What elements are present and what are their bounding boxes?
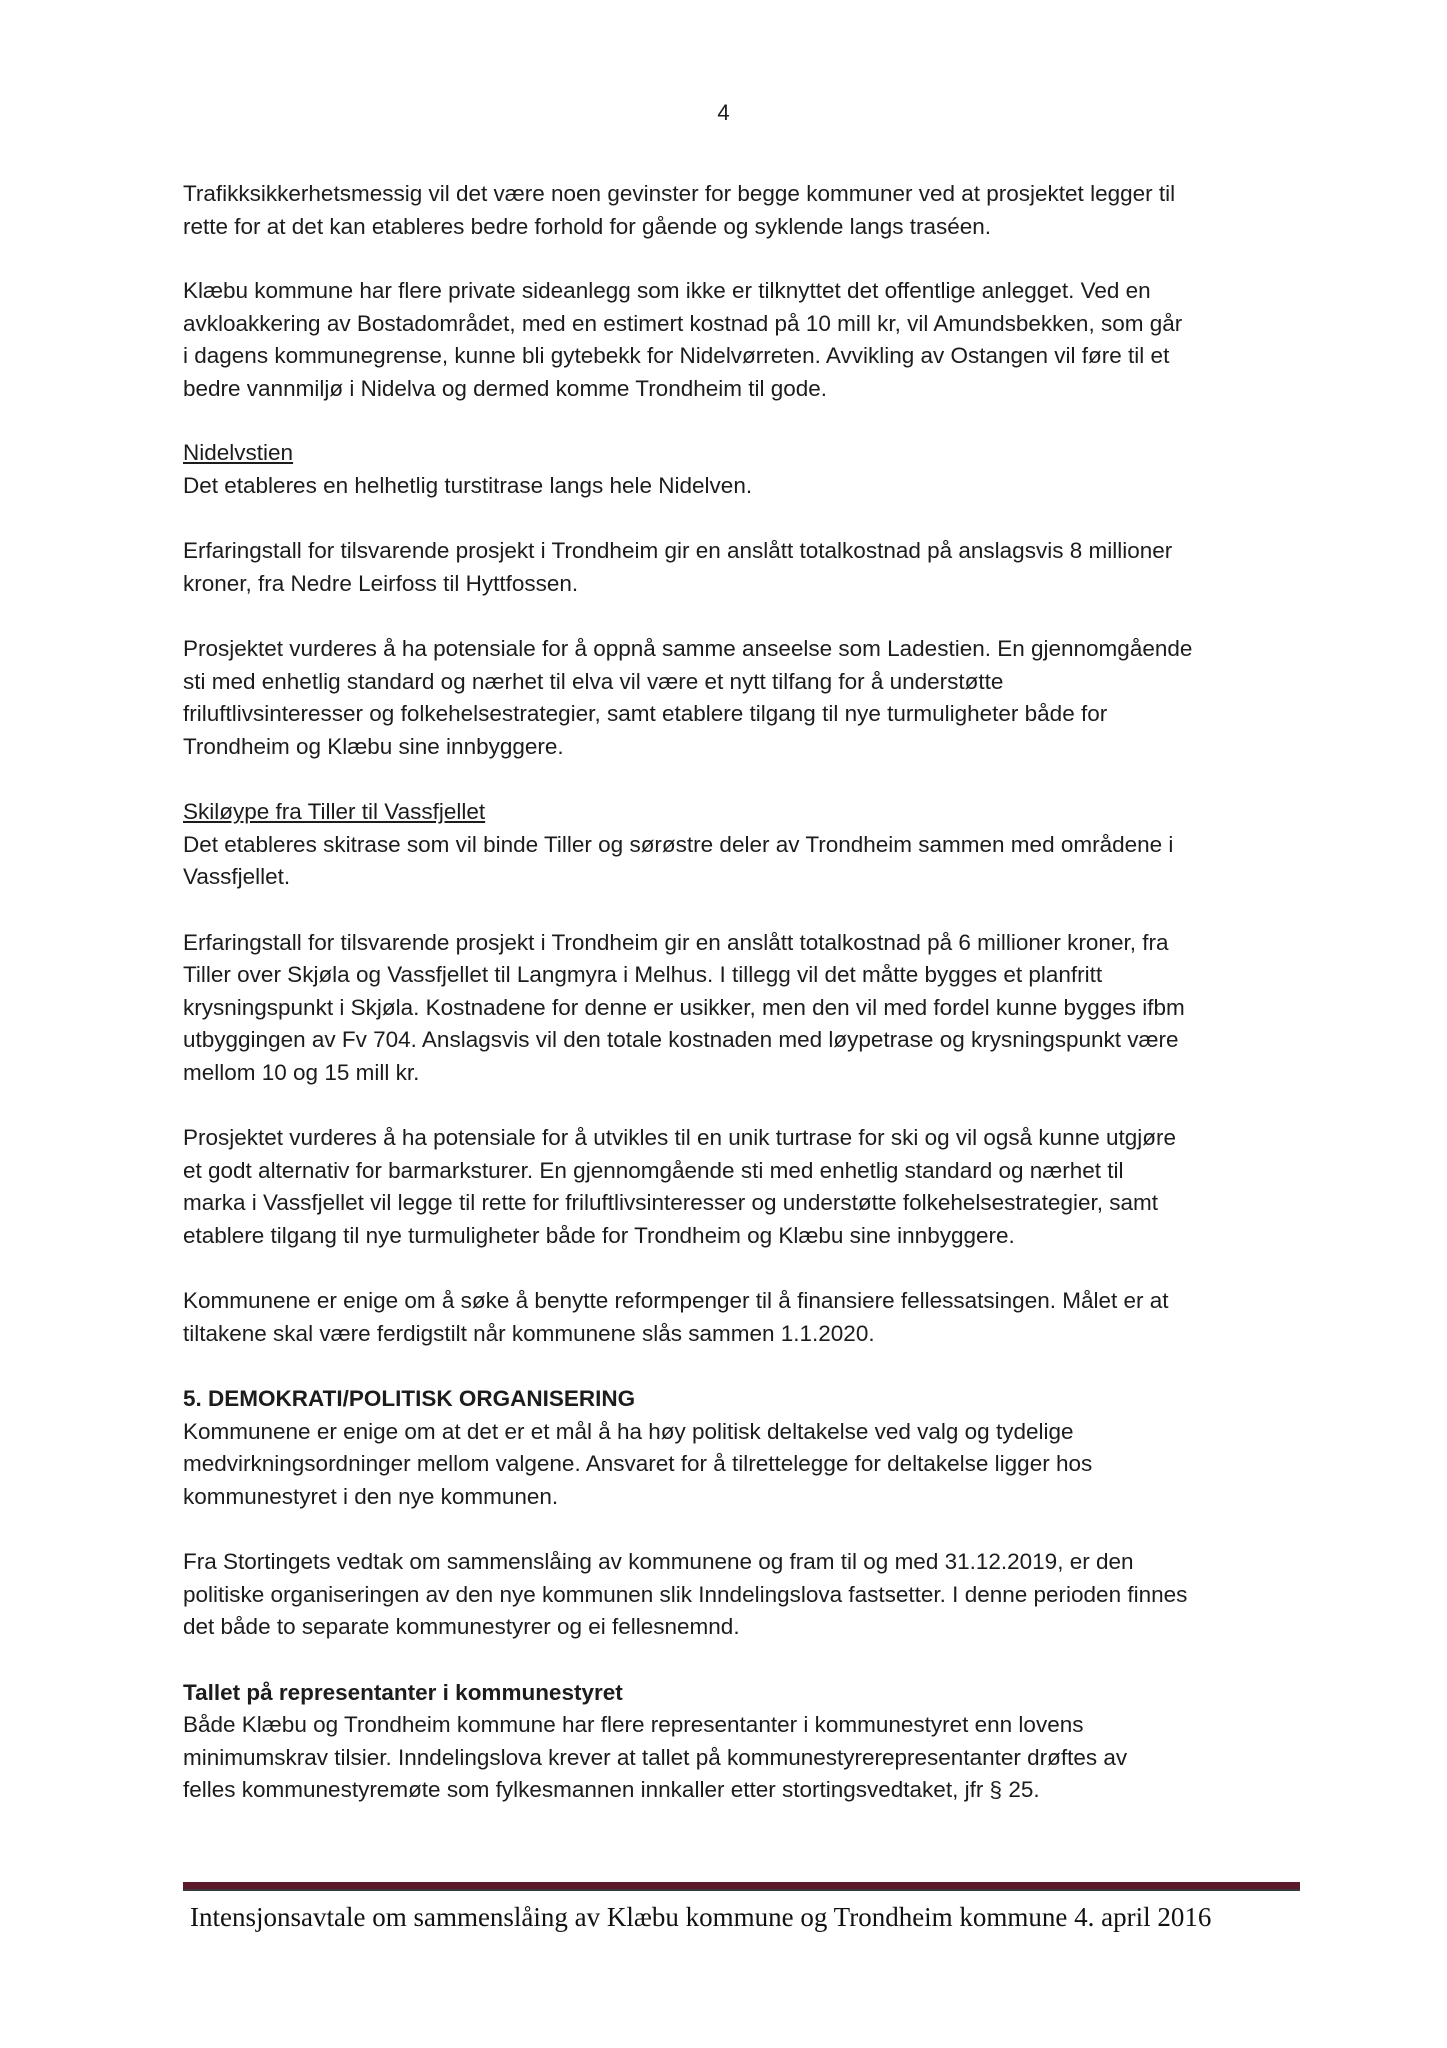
paragraph-nidelvstien-cost <box>183 535 1313 600</box>
subheading-nidelvstien: Nidelvstien <box>183 440 294 465</box>
text-line: politiske organiseringen av den nye kommunen slik Inndelingslova fastsetter. I denne perioden finnes <box>183 1581 1188 1607</box>
text-line: Kommunene er enige om å søke å benytte reformpenger til å finansiere fellessatsingen. Målet er at <box>183 1288 1169 1313</box>
paragraph-skiloype-potential <box>183 1122 1313 1252</box>
text-line: Trafikksikkerhetsmessig vil det være noen gevinster for begge kommuner ved at prosjektet legger til <box>183 181 1176 206</box>
text-line: Erfaringstall for tilsvarende prosjekt i Trondheim gir en anslått totalkostnad på anslagsvis 8 millioner <box>183 538 1173 563</box>
section-representatives <box>183 1677 1313 1807</box>
text-line: Tiller over Skjøla og Vassfjellet til Langmyra i Melhus. I tillegg vil det måtte bygges et planfritt <box>183 962 1103 987</box>
text-line: mellom 10 og 15 mill kr. <box>183 1059 420 1085</box>
text-line: Klæbu kommune har flere private sideanlegg som ikke er tilknyttet det offentlige anlegget. Ved en <box>183 278 1151 303</box>
text-line: det både to separate kommunestyrer og ei fellesnemnd. <box>183 1614 740 1639</box>
text-line: etablere tilgang til nye turmuligheter både for Trondheim og Klæbu sine innbyggere. <box>183 1222 1015 1248</box>
page-number: 4 <box>717 100 730 125</box>
text-line: Erfaringstall for tilsvarende prosjekt i Trondheim gir en anslått totalkostnad på 6 millioner kroner, fra <box>183 929 1169 955</box>
text-line: kroner, fra Nedre Leirfoss til Hyttfossen. <box>183 570 579 596</box>
text-line: utbyggingen av Fv 704. Anslagsvis vil den totale kostnaden med løypetrase og krysningspunkt være <box>183 1027 1179 1052</box>
footer-title: Intensjonsavtale om sammenslåing av Klæbu kommune og Trondheim kommune 4. april 2016 <box>190 1902 1212 1932</box>
text-line: Prosjektet vurderes å ha potensiale for å utvikles til en unik turtrase for ski og vil også kunne utgjøre <box>183 1125 1176 1150</box>
text-line: medvirkningsordninger mellom valgene. Ansvaret for å tilrettelegge for deltakelse ligger hos <box>183 1451 1093 1476</box>
text-line: tiltakene skal være ferdigstilt når kommunene slås sammen 1.1.2020. <box>183 1320 875 1346</box>
text-line: krysningspunkt i Skjøla. Kostnadene for denne er usikker, men den vil med fordel kunne bygges ifbm <box>183 994 1185 1020</box>
text-line: Fra Stortingets vedtak om sammenslåing av kommunene og fram til og med 31.12.2019, er den <box>183 1549 1134 1574</box>
text-line: Prosjektet vurderes å ha potensiale for å oppnå samme anseelse som Ladestien. En gjennomgående <box>183 636 1193 661</box>
text-line: felles kommunestyremøte som fylkesmannen innkaller etter stortingsvedtaket, jfr § 25. <box>183 1777 1040 1802</box>
text-line: Både Klæbu og Trondheim kommune har flere representanter i kommunestyret enn lovens <box>183 1712 1084 1737</box>
subheading-representatives: Tallet på representanter i kommunestyret <box>183 1679 623 1705</box>
text-line: i dagens kommunegrense, kunne bli gytebekk for Nidelvørreten. Avvikling av Ostangen vil føre til et <box>183 343 1170 368</box>
paragraph-reform-funding <box>183 1285 1313 1350</box>
paragraph-traffic-safety <box>183 178 1313 243</box>
text-line: Det etableres skitrase som vil binde Tiller og sørøstre deler av Trondheim sammen med områdene i <box>183 831 1174 857</box>
text-line: Det etableres en helhetlig turstitrase langs hele Nidelven. <box>183 472 753 498</box>
paragraph-nidelvstien-potential <box>183 633 1313 763</box>
footer-divider <box>183 1882 1300 1891</box>
section-democracy <box>183 1383 1313 1513</box>
text-line: Vassfjellet. <box>183 864 291 889</box>
text-line: sti med enhetlig standard og nærhet til elva vil være et nytt tilfang for å understøtte <box>183 668 1004 694</box>
text-line: bedre vannmiljø i Nidelva og dermed komme Trondheim til gode. <box>183 375 828 401</box>
text-line: et godt alternativ for barmarksturer. En gjennomgående sti med enhetlig standard og nærhet til <box>183 1157 1124 1183</box>
subheading-skiloype: Skiløype fra Tiller til Vassfjellet <box>183 799 486 824</box>
text-line: marka i Vassfjellet vil legge til rette for friluftlivsinteresser og understøtte folkehelsestrategier, samt <box>183 1190 1158 1215</box>
text-line: rette for at det kan etableres bedre forhold for gående og syklende langs traséen. <box>183 213 992 239</box>
paragraph-skiloype-cost <box>183 927 1313 1090</box>
text-line: kommunestyret i den nye kommunen. <box>183 1483 559 1509</box>
text-line: minimumskrav tilsier. Inndelingslova krever at tallet på kommunestyrerepresentanter drøftes av <box>183 1744 1128 1770</box>
section-nidelvstien <box>183 437 1313 502</box>
document-body <box>183 178 1313 1807</box>
text-line: avkloakkering av Bostadområdet, med en estimert kostnad på 10 mill kr, vil Amundsbekken, som går <box>183 310 1183 336</box>
text-line: Kommunene er enige om at det er et mål å ha høy politisk deltakelse ved valg og tydelige <box>183 1418 1074 1444</box>
section-heading-democracy: 5. DEMOKRATI/POLITISK ORGANISERING <box>183 1386 636 1411</box>
paragraph-storting-decision <box>183 1546 1313 1644</box>
section-skiloype <box>183 796 1313 894</box>
text-line: friluftlivsinteresser og folkehelsestrategier, samt etablere tilgang til nye turmuligheter både for <box>183 701 1108 726</box>
text-line: Trondheim og Klæbu sine innbyggere. <box>183 733 564 759</box>
paragraph-klaebu-sewage <box>183 275 1313 405</box>
